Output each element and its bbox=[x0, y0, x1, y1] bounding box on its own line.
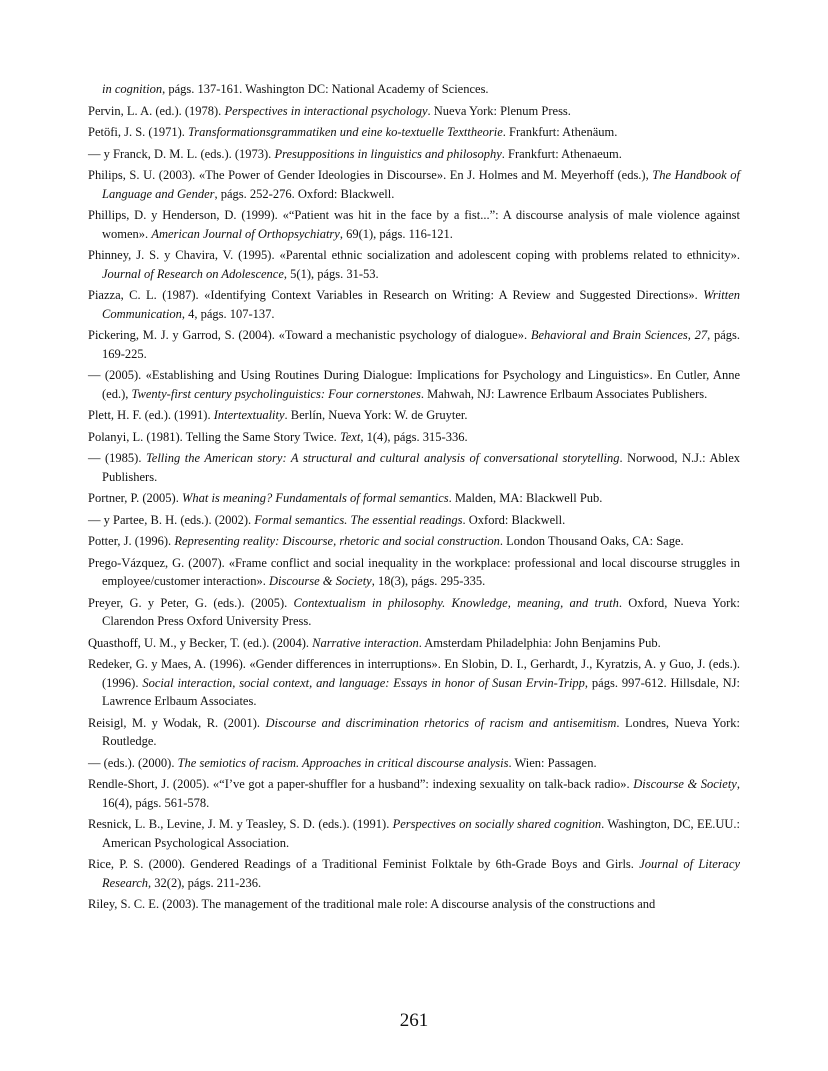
reference-entry bbox=[88, 532, 740, 551]
reference-title: Contextualism in philosophy. Knowledge, meaning, and truth bbox=[293, 595, 619, 610]
reference-text: Portner, P. (2005). bbox=[88, 491, 182, 505]
reference-text: Petöfi, J. S. (1971). bbox=[88, 125, 188, 139]
reference-entry bbox=[88, 655, 740, 711]
reference-text: — (2005). «Establishing and Using Routines During Dialogue: Implications for Psychology and Linguistics». En Cutler, Anne (ed.), bbox=[88, 368, 740, 401]
reference-text: , págs. 169-225. bbox=[102, 328, 740, 361]
reference-entry bbox=[88, 594, 740, 631]
reference-title: American Journal of Orthopsychiatry bbox=[151, 226, 340, 241]
reference-text: , págs. 997-612. Hillsdale, NJ: Lawrence Erlbaum Associates. bbox=[102, 675, 740, 708]
reference-title: Text bbox=[339, 429, 361, 444]
reference-title: Discourse & Society bbox=[633, 777, 737, 791]
reference-text: Prego-Vázquez, G. (2007). «Frame conflict and social inequality in the workplace: professional and local discourse struggles in employee/customer interaction». bbox=[88, 555, 740, 588]
reference-title: Narrative interaction bbox=[312, 635, 419, 650]
reference-text: . Norwood, N.J.: Ablex Publishers. bbox=[102, 451, 740, 484]
reference-entry bbox=[88, 206, 740, 243]
reference-text: Reisigl, M. y Wodak, R. (2001). bbox=[88, 715, 266, 730]
reference-entry bbox=[88, 166, 740, 203]
reference-text: . Washington, DC, EE.UU.: American Psychological Association. bbox=[102, 817, 740, 850]
reference-text: Rendle-Short, J. (2005). «“I’ve got a paper-shuffler for a husband”: indexing sexuality on talk-back radio». bbox=[88, 777, 634, 791]
reference-text: — (eds.). (2000). bbox=[88, 755, 178, 770]
reference-entry bbox=[88, 286, 740, 323]
reference-title: Written Communication bbox=[102, 288, 740, 321]
reference-text: . Berlín, Nueva York: W. de Gruyter. bbox=[284, 408, 468, 422]
reference-entry bbox=[88, 428, 740, 447]
reference-title: in cognition bbox=[102, 82, 163, 96]
reference-entry bbox=[88, 634, 740, 653]
reference-entry bbox=[88, 754, 740, 773]
reference-text: Philips, S. U. (2003). «The Power of Gender Ideologies in Discourse». En J. Holmes and M. Meyerhoff (eds.), bbox=[88, 168, 653, 182]
reference-text: — (1985). bbox=[88, 451, 146, 465]
reference-text: . Frankfurt: Athenaeum. bbox=[501, 146, 622, 161]
reference-title: What is meaning? Fundamentals of formal semantics bbox=[181, 491, 449, 505]
reference-text: — y Partee, B. H. (eds.). (2002). bbox=[88, 512, 255, 527]
reference-title: Telling the American story: A structural and cultural analysis of conversational storytelling bbox=[145, 451, 620, 465]
reference-title: Discourse & Society bbox=[268, 574, 372, 588]
reference-title: Perspectives on socially shared cognition bbox=[392, 817, 602, 831]
reference-text: Pervin, L. A. (ed.). (1978). bbox=[88, 103, 225, 118]
reference-text: , 4, págs. 107-137. bbox=[181, 306, 275, 321]
reference-entry bbox=[88, 246, 740, 283]
reference-title: Formal semantics. The essential readings bbox=[254, 512, 463, 527]
reference-text: Polanyi, L. (1981). Telling the Same Story Twice. bbox=[88, 429, 340, 444]
reference-title: Behavioral and Brain Sciences, 27 bbox=[530, 328, 708, 342]
page-number: 261 bbox=[399, 1010, 429, 1031]
reference-text: Phinney, J. S. y Chavira, V. (1995). «Parental ethnic socialization and adolescent coping with problems related to ethnicity». bbox=[88, 248, 740, 262]
reference-entry bbox=[88, 326, 740, 363]
reference-text: Rice, P. S. (2000). Gendered Readings of a Traditional Feminist Folktale by 6th-Grade Boys and Girls. bbox=[88, 857, 640, 871]
reference-text: , 1(4), págs. 315-336. bbox=[360, 429, 468, 444]
reference-text: . Frankfurt: Athenäum. bbox=[502, 125, 618, 139]
reference-text: , págs. 137-161. Washington DC: National Academy of Sciences. bbox=[162, 82, 489, 96]
reference-title: Intertextuality bbox=[213, 408, 285, 422]
reference-entry bbox=[88, 554, 740, 591]
reference-text: . Mahwah, NJ: Lawrence Erlbaum Associates Publishers. bbox=[420, 386, 708, 401]
reference-text: , 16(4), págs. 561-578. bbox=[102, 777, 740, 810]
reference-text: , 32(2), págs. 211-236. bbox=[148, 875, 262, 890]
reference-entry bbox=[88, 815, 740, 852]
reference-entry bbox=[88, 80, 740, 99]
reference-text: Quasthoff, U. M., y Becker, T. (ed.). (2004). bbox=[88, 635, 313, 650]
reference-text: Pickering, M. J. y Garrod, S. (2004). «Toward a mechanistic psychology of dialogue». bbox=[88, 328, 531, 342]
reference-text: — y Franck, D. M. L. (eds.). (1973). bbox=[88, 146, 275, 161]
reference-text: , 18(3), págs. 295-335. bbox=[371, 574, 486, 588]
reference-text: Preyer, G. y Peter, G. (eds.). (2005). bbox=[88, 595, 294, 610]
reference-text: . Amsterdam Philadelphia: John Benjamins Pub. bbox=[418, 635, 661, 650]
reference-title: Twenty-first century psycholinguistics: Four cornerstones bbox=[131, 386, 421, 401]
reference-entry bbox=[88, 449, 740, 486]
reference-text: . Nueva York: Plenum Press. bbox=[427, 103, 571, 118]
reference-text: Resnick, L. B., Levine, J. M. y Teasley, S. D. (eds.). (1991). bbox=[88, 817, 393, 831]
reference-title: The semiotics of racism. Approaches in critical discourse analysis bbox=[177, 755, 509, 770]
reference-text: . Malden, MA: Blackwell Pub. bbox=[448, 491, 603, 505]
reference-text: Phillips, D. y Henderson, D. (1999). «“Patient was hit in the face by a fist...”: A discourse analysis of male violence against women». bbox=[88, 208, 740, 241]
reference-entry bbox=[88, 489, 740, 508]
reference-title: Presuppositions in linguistics and philosophy bbox=[274, 146, 502, 161]
reference-title: Perspectives in interactional psychology bbox=[224, 103, 428, 118]
reference-text: Riley, S. C. E. (2003). The management of the traditional male role: A discourse analysis of the constructions and bbox=[88, 897, 656, 911]
reference-text: Potter, J. (1996). bbox=[88, 534, 175, 548]
reference-title: Journal of Research on Adolescence bbox=[102, 266, 284, 281]
reference-text: Redeker, G. y Maes, A. (1996). «Gender differences in interruptions». En Slobin, D. I., Gerhardt, J., Kyratzis, A. y Guo, J. (eds.). (1996). bbox=[88, 657, 740, 690]
reference-entry bbox=[88, 145, 740, 164]
reference-entry bbox=[88, 406, 740, 425]
reference-title: Social interaction, social context, and language: Essays in honor of Susan Ervin-Tripp bbox=[142, 675, 585, 690]
reference-title: Discourse and discrimination rhetorics of racism and antisemitism bbox=[265, 715, 617, 730]
reference-text: , págs. 252-276. Oxford: Blackwell. bbox=[214, 186, 395, 201]
reference-text: Piazza, C. L. (1987). «Identifying Context Variables in Research on Writing: A Review and Suggested Directions». bbox=[88, 288, 704, 302]
reference-title: Transformationsgrammatiken und eine ko-textuelle Texttheorie bbox=[188, 125, 503, 139]
reference-entry bbox=[88, 714, 740, 751]
reference-text: . London Thousand Oaks, CA: Sage. bbox=[499, 534, 684, 548]
reference-text: . Londres, Nueva York: Routledge. bbox=[102, 715, 740, 748]
reference-text: . Oxford: Blackwell. bbox=[462, 512, 566, 527]
reference-entry bbox=[88, 895, 740, 914]
reference-title: Journal of Literacy Research bbox=[102, 857, 740, 890]
reference-text: Plett, H. F. (ed.). (1991). bbox=[88, 408, 214, 422]
reference-title: The Handbook of Language and Gender bbox=[102, 168, 740, 201]
reference-text: . Wien: Passagen. bbox=[508, 755, 597, 770]
reference-entry bbox=[88, 102, 740, 121]
reference-text: , 5(1), págs. 31-53. bbox=[283, 266, 379, 281]
reference-text: . Oxford, Nueva York: Clarendon Press Oxford University Press. bbox=[102, 595, 740, 628]
reference-entry bbox=[88, 123, 740, 142]
reference-entry bbox=[88, 511, 740, 530]
reference-entry bbox=[88, 855, 740, 892]
reference-text: , 69(1), págs. 116-121. bbox=[339, 226, 453, 241]
reference-title: Representing reality: Discourse, rhetoric and social construction bbox=[174, 534, 500, 548]
reference-list bbox=[88, 80, 740, 917]
reference-entry bbox=[88, 366, 740, 403]
reference-entry bbox=[88, 775, 740, 812]
